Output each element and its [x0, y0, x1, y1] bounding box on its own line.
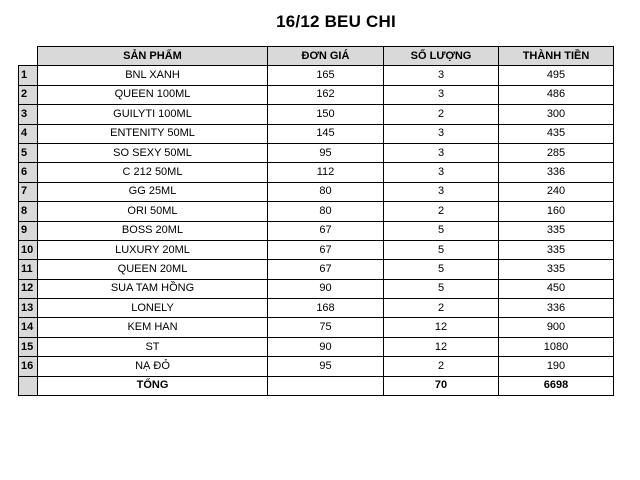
cell-quantity[interactable]: 2	[384, 105, 499, 124]
cell-price[interactable]: 95	[268, 357, 384, 376]
cell-quantity[interactable]: 3	[384, 182, 499, 201]
cell-price[interactable]: 162	[268, 85, 384, 104]
cell-price[interactable]: 165	[268, 66, 384, 85]
cell-price[interactable]: 150	[268, 105, 384, 124]
cell-quantity[interactable]: 12	[384, 337, 499, 356]
row-index: 1	[19, 66, 38, 85]
cell-product[interactable]: SUA TAM HỒNG	[38, 279, 268, 298]
cell-quantity[interactable]: 3	[384, 66, 499, 85]
corner-cell	[19, 47, 38, 66]
cell-product[interactable]: SO SEXY 50ML	[38, 143, 268, 162]
total-row	[19, 376, 614, 395]
header-product[interactable]: SẢN PHẨM	[38, 47, 268, 66]
cell-quantity[interactable]: 5	[384, 240, 499, 259]
cell-price[interactable]: 90	[268, 337, 384, 356]
row-index: 3	[19, 105, 38, 124]
table-row	[19, 124, 614, 143]
cell-quantity[interactable]: 12	[384, 318, 499, 337]
row-index: 15	[19, 337, 38, 356]
cell-quantity[interactable]: 2	[384, 202, 499, 221]
cell-quantity[interactable]: 3	[384, 163, 499, 182]
cell-product[interactable]: LUXURY 20ML	[38, 240, 268, 259]
cell-price[interactable]: 95	[268, 143, 384, 162]
row-index: 2	[19, 85, 38, 104]
table-row	[19, 260, 614, 279]
cell-product[interactable]: NẠ ĐỎ	[38, 357, 268, 376]
row-index: 5	[19, 143, 38, 162]
cell-total[interactable]: 335	[499, 221, 614, 240]
cell-quantity[interactable]: 5	[384, 279, 499, 298]
cell-price[interactable]: 112	[268, 163, 384, 182]
total-row-index	[19, 376, 38, 395]
table-row	[19, 105, 614, 124]
cell-product[interactable]: GG 25ML	[38, 182, 268, 201]
row-index: 13	[19, 299, 38, 318]
cell-total[interactable]: 900	[499, 318, 614, 337]
cell-product[interactable]: QUEEN 20ML	[38, 260, 268, 279]
cell-price[interactable]: 67	[268, 260, 384, 279]
cell-total[interactable]: 160	[499, 202, 614, 221]
cell-total[interactable]: 300	[499, 105, 614, 124]
cell-price[interactable]: 67	[268, 221, 384, 240]
cell-total[interactable]: 190	[499, 357, 614, 376]
table-row	[19, 163, 614, 182]
cell-quantity[interactable]: 2	[384, 299, 499, 318]
row-index: 16	[19, 357, 38, 376]
cell-quantity[interactable]: 3	[384, 143, 499, 162]
cell-total[interactable]: 450	[499, 279, 614, 298]
cell-total[interactable]: 336	[499, 163, 614, 182]
cell-price[interactable]: 168	[268, 299, 384, 318]
cell-total[interactable]: 335	[499, 260, 614, 279]
cell-quantity[interactable]: 3	[384, 85, 499, 104]
table-row	[19, 202, 614, 221]
cell-product[interactable]: QUEEN 100ML	[38, 85, 268, 104]
cell-product[interactable]: ENTENITY 50ML	[38, 124, 268, 143]
cell-product[interactable]: BNL XANH	[38, 66, 268, 85]
cell-total[interactable]: 285	[499, 143, 614, 162]
cell-price[interactable]: 145	[268, 124, 384, 143]
row-index: 7	[19, 182, 38, 201]
cell-price[interactable]: 75	[268, 318, 384, 337]
cell-product[interactable]: LONELY	[38, 299, 268, 318]
header-row	[19, 47, 614, 66]
header-price[interactable]: ĐƠN GIÁ	[268, 47, 384, 66]
cell-total[interactable]: 335	[499, 240, 614, 259]
cell-total[interactable]: 486	[499, 85, 614, 104]
cell-price[interactable]: 80	[268, 202, 384, 221]
table-row	[19, 143, 614, 162]
cell-total[interactable]: 240	[499, 182, 614, 201]
cell-product[interactable]: C 212 50ML	[38, 163, 268, 182]
cell-product[interactable]: ST	[38, 337, 268, 356]
table-row	[19, 299, 614, 318]
row-index: 12	[19, 279, 38, 298]
sheet-title: 16/12 BEU CHI	[276, 12, 396, 31]
table-body	[19, 66, 614, 376]
total-label[interactable]: TỔNG	[38, 376, 268, 395]
row-index: 10	[19, 240, 38, 259]
row-index: 8	[19, 202, 38, 221]
table-row	[19, 337, 614, 356]
cell-quantity[interactable]: 5	[384, 221, 499, 240]
header-quantity[interactable]: SỐ LƯỢNG	[384, 47, 499, 66]
table-row	[19, 279, 614, 298]
invoice-table	[18, 46, 614, 396]
cell-total[interactable]: 495	[499, 66, 614, 85]
row-index: 11	[19, 260, 38, 279]
cell-product[interactable]: GUILYTI 100ML	[38, 105, 268, 124]
table-row	[19, 221, 614, 240]
cell-total[interactable]: 1080	[499, 337, 614, 356]
cell-price[interactable]: 67	[268, 240, 384, 259]
row-index: 4	[19, 124, 38, 143]
cell-product[interactable]: BOSS 20ML	[38, 221, 268, 240]
table-row	[19, 240, 614, 259]
cell-quantity[interactable]: 2	[384, 357, 499, 376]
row-index: 6	[19, 163, 38, 182]
cell-total[interactable]: 336	[499, 299, 614, 318]
row-index: 9	[19, 221, 38, 240]
table-row	[19, 85, 614, 104]
cell-quantity[interactable]: 5	[384, 260, 499, 279]
table-row	[19, 182, 614, 201]
cell-price[interactable]: 90	[268, 279, 384, 298]
table-row	[19, 318, 614, 337]
total-amount[interactable]: 6698	[499, 376, 614, 395]
cell-product[interactable]: KEM HAN	[38, 318, 268, 337]
cell-product[interactable]: ORI 50ML	[38, 202, 268, 221]
cell-price[interactable]: 80	[268, 182, 384, 201]
table-row	[19, 357, 614, 376]
cell-quantity[interactable]: 3	[384, 124, 499, 143]
header-total[interactable]: THÀNH TIỀN	[499, 47, 614, 66]
table-row	[19, 66, 614, 85]
cell-total[interactable]: 435	[499, 124, 614, 143]
total-price[interactable]	[268, 376, 384, 395]
row-index: 14	[19, 318, 38, 337]
total-quantity[interactable]: 70	[384, 376, 499, 395]
